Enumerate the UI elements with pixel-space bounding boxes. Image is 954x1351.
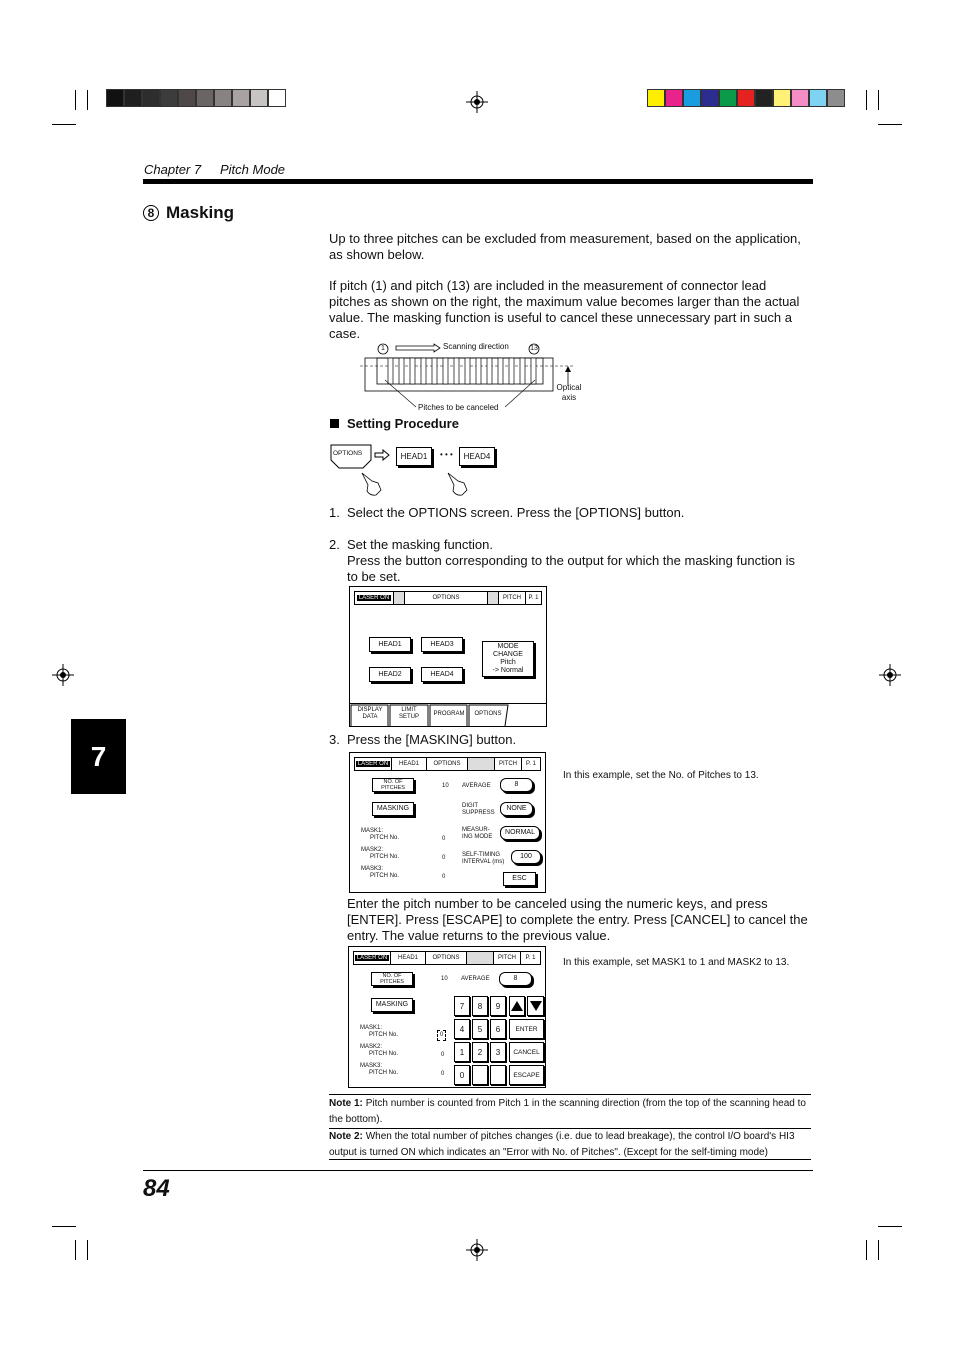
step-4-text: Enter the pitch number to be canceled using the numeric keys, and press [ENTER]. Press [ESCAPE] to complete the entry. Press [CANCEL] to cancel the entry. The value returns to the previous value. — [347, 896, 808, 943]
step-3-number: 3. — [329, 732, 340, 747]
chapter-side-tab: 7 — [71, 719, 126, 794]
head4-key[interactable]: HEAD4 — [459, 447, 495, 466]
mask3-label: MASK3: PITCH No. — [361, 866, 400, 879]
head1-button[interactable]: HEAD1 — [369, 637, 411, 652]
registration-mark-icon — [466, 1239, 488, 1261]
note-2-label: Note 2: — [329, 1131, 363, 1142]
mask1-value: 0 — [442, 836, 446, 842]
color-swatch — [827, 89, 845, 107]
step-2-number: 2. — [329, 537, 340, 552]
arrow-down-key[interactable] — [527, 996, 544, 1016]
connector-lead — [399, 358, 404, 384]
escape-key[interactable]: ESCAPE — [509, 1065, 544, 1085]
tab-options[interactable]: OPTIONS — [474, 711, 502, 717]
registration-mark-icon — [52, 664, 74, 686]
color-swatch — [701, 89, 719, 107]
section-label: Pitch Mode — [220, 162, 286, 177]
tab-limit-setup[interactable]: LIMIT SETUP — [398, 707, 419, 720]
mask1-value: 0 — [437, 1030, 446, 1041]
color-swatch — [719, 89, 737, 107]
gray-swatch — [124, 89, 142, 107]
mask3-label: MASK3: PITCH No. — [360, 1063, 399, 1076]
options-key-icon — [330, 444, 372, 470]
color-swatch — [755, 89, 773, 107]
notes-bottom-rule — [329, 1159, 811, 1160]
screen-header — [354, 591, 542, 605]
pitch-13-label: 13 — [530, 345, 538, 352]
connector-lead — [509, 358, 514, 384]
cancel-key[interactable]: CANCEL — [509, 1042, 544, 1062]
scanning-direction-label: Scanning direction — [443, 342, 509, 351]
section-title: Masking — [166, 203, 235, 222]
connector-lead — [520, 358, 525, 384]
registration-mark-icon — [466, 91, 488, 113]
connector-lead — [465, 358, 470, 384]
connector-lead — [388, 358, 393, 384]
crop-mark — [52, 124, 76, 125]
laser-on-badge: LASER ON — [358, 595, 390, 601]
triangle-down-icon — [530, 1001, 542, 1011]
digit-suppress-label: DIGIT SUPPRESS — [462, 803, 495, 816]
crop-mark — [75, 1240, 76, 1260]
header-rule — [143, 179, 813, 184]
mask1-label: MASK1: PITCH No. — [361, 828, 400, 841]
no-of-pitches-button[interactable]: NO. OF PITCHES — [372, 778, 414, 792]
connector-lead — [432, 358, 437, 384]
key-6[interactable]: 6 — [490, 1019, 506, 1039]
note-2-text: When the total number of pitches changes (i.e. due to lead breakage), the control I/O board's HI3 output is turned ON which indicates an "Error with No. of Pitches". (Except for the self-timing mode) — [329, 1131, 795, 1158]
mode-label: PITCH — [495, 758, 522, 770]
blank-key[interactable] — [490, 1065, 506, 1085]
mask2-value: 0 — [442, 855, 446, 861]
crop-mark — [87, 1240, 88, 1260]
hand-pointer-icon — [358, 471, 384, 497]
hand-pointer-icon — [444, 471, 470, 497]
laser-on-badge: LASER ON — [357, 761, 389, 767]
pitches-canceled-label: Pitches to be canceled — [418, 403, 499, 412]
step-3-note: In this example, set the No. of Pitches to 13. — [563, 770, 759, 781]
key-3[interactable]: 3 — [490, 1042, 506, 1062]
step-2-title: Set the masking function. — [347, 537, 493, 552]
step-4-note: In this example, set MASK1 to 1 and MASK2 to 13. — [563, 957, 790, 968]
gray-swatch — [250, 89, 268, 107]
key-7[interactable]: 7 — [454, 996, 470, 1016]
esc-button[interactable]: ESC — [503, 872, 536, 886]
intro-paragraph-2: If pitch (1) and pitch (13) are included in the measurement of connector lead pitches as shown on the right, the maximum value becomes larger than the actual value. The masking function is useful to cancel these unnecessary part in such a case. — [329, 278, 800, 341]
key-5[interactable]: 5 — [472, 1019, 488, 1039]
chapter-label: Chapter 7 — [144, 162, 202, 177]
screen-header — [353, 951, 541, 965]
crop-mark — [878, 1240, 879, 1260]
gray-swatch — [142, 89, 160, 107]
gray-swatch — [160, 89, 178, 107]
step-3-text: Press the [MASKING] button. — [347, 732, 517, 747]
head1-key[interactable]: HEAD1 — [396, 447, 432, 466]
gray-swatch — [106, 89, 124, 107]
head4-button[interactable]: HEAD4 — [421, 667, 463, 682]
laser-on-badge: LASER ON — [356, 955, 388, 961]
mask2-value: 0 — [441, 1052, 445, 1058]
connector-lead — [531, 358, 536, 384]
intro-paragraph-1: Up to three pitches can be excluded from measurement, based on the application, as shown below. — [329, 231, 801, 262]
note-1-label: Note 1: — [329, 1098, 363, 1109]
average-button[interactable]: 8 — [499, 972, 532, 986]
connector-lead — [410, 358, 415, 384]
no-of-pitches-button[interactable]: NO. OF PITCHES — [371, 972, 413, 986]
step-1-text: Select the OPTIONS screen. Press the [OPTIONS] button. — [347, 505, 685, 520]
no-of-pitches-value: 10 — [442, 783, 449, 789]
head-label: HEAD1 — [391, 952, 426, 964]
crop-mark — [878, 124, 902, 125]
average-button[interactable]: 8 — [500, 778, 533, 792]
pitch-1-label: 1 — [381, 345, 385, 352]
head3-button[interactable]: HEAD3 — [421, 637, 463, 652]
crop-mark — [52, 1226, 76, 1227]
registration-mark-icon — [879, 664, 901, 686]
gray-swatch — [214, 89, 232, 107]
mode-change-button[interactable]: MODE CHANGE Pitch -> Normal — [482, 641, 534, 677]
color-swatch — [683, 89, 701, 107]
mask1-label: MASK1: PITCH No. — [360, 1025, 399, 1038]
key-4[interactable]: 4 — [454, 1019, 470, 1039]
options-key-label: OPTIONS — [333, 450, 363, 457]
average-label: AVERAGE — [461, 976, 490, 982]
gray-swatch — [268, 89, 286, 107]
page-label: P. 1 — [528, 595, 539, 601]
key-2[interactable]: 2 — [472, 1042, 488, 1062]
tab-program[interactable]: PROGRAM — [433, 711, 465, 717]
crop-mark — [866, 90, 867, 110]
triangle-up-icon — [511, 1001, 523, 1011]
arrow-up-key[interactable] — [509, 996, 525, 1016]
average-label: AVERAGE — [462, 783, 491, 789]
blank-key[interactable] — [472, 1065, 488, 1085]
color-swatch — [647, 89, 665, 107]
head2-button[interactable]: HEAD2 — [369, 667, 411, 682]
key-1[interactable]: 1 — [454, 1042, 470, 1062]
crop-mark — [878, 90, 879, 110]
note-1-text: Pitch number is counted from Pitch 1 in the scanning direction (from the top of the scanning head to the bottom). — [329, 1098, 806, 1125]
measuring-mode-button[interactable]: NORMAL — [500, 826, 540, 840]
color-swatch — [773, 89, 791, 107]
masking-numeric-screen — [348, 946, 546, 1088]
crop-mark — [87, 90, 88, 110]
connector-lead — [498, 358, 503, 384]
mask3-value: 0 — [441, 1071, 445, 1077]
page-label: P. 1 — [526, 761, 536, 767]
screen-title: OPTIONS — [427, 758, 468, 770]
connector-lead — [487, 358, 492, 384]
optical-axis-label: Optical axis — [556, 383, 582, 402]
masking-button[interactable]: MASKING — [372, 802, 414, 816]
section-number-circle: 8 — [143, 205, 159, 221]
connector-leads — [388, 358, 536, 384]
crop-mark — [75, 90, 76, 110]
gray-swatch — [196, 89, 214, 107]
connector-lead — [421, 358, 426, 384]
masking-options-screen — [349, 752, 546, 893]
head-label: HEAD1 — [392, 758, 427, 770]
step-1-number: 1. — [329, 505, 340, 520]
mode-label: PITCH — [499, 592, 526, 604]
options-screen — [349, 586, 547, 727]
gray-swatch — [178, 89, 196, 107]
crop-mark — [866, 1240, 867, 1260]
color-swatch — [791, 89, 809, 107]
key-9[interactable]: 9 — [490, 996, 506, 1016]
key-0[interactable]: 0 — [454, 1065, 470, 1085]
screen-header — [354, 757, 541, 771]
arrow-right-icon — [374, 449, 390, 461]
mask2-label: MASK2: PITCH No. — [360, 1044, 399, 1057]
measuring-mode-label: MEASUR- ING MODE — [462, 827, 493, 840]
mask3-value: 0 — [442, 874, 446, 880]
ellipsis: • • • — [440, 450, 453, 459]
footer-rule — [143, 1170, 813, 1171]
note-1 — [329, 1096, 814, 1128]
step-2-text: Press the button corresponding to the output for which the masking function is to be set. — [347, 553, 796, 584]
enter-key[interactable]: ENTER — [509, 1019, 544, 1039]
no-of-pitches-value: 10 — [441, 976, 448, 982]
digit-suppress-button[interactable]: NONE — [500, 802, 533, 816]
screen-title: OPTIONS — [405, 592, 488, 604]
connector-lead — [443, 358, 448, 384]
key-8[interactable]: 8 — [472, 996, 488, 1016]
crop-mark — [878, 1226, 902, 1227]
page-number: 84 — [143, 1175, 170, 1202]
procedure-title: Setting Procedure — [347, 416, 459, 431]
connector-lead — [476, 358, 481, 384]
page-label: P. 1 — [525, 955, 536, 961]
color-swatch — [809, 89, 827, 107]
mask2-label: MASK2: PITCH No. — [361, 847, 400, 860]
connector-lead — [454, 358, 459, 384]
color-swatch — [737, 89, 755, 107]
self-timing-label: SELF-TIMING INTERVAL (ms) — [462, 852, 505, 865]
gray-swatch — [232, 89, 250, 107]
screen-title: OPTIONS — [426, 952, 467, 964]
mode-label: PITCH — [494, 952, 521, 964]
tab-display-data[interactable]: DISPLAY DATA — [357, 707, 383, 720]
notes-top-rule — [329, 1094, 811, 1095]
note-2 — [329, 1129, 814, 1161]
self-timing-button[interactable]: 100 — [511, 850, 541, 864]
bullet-square-icon — [330, 419, 339, 428]
color-swatch — [665, 89, 683, 107]
masking-button[interactable]: MASKING — [371, 998, 413, 1012]
